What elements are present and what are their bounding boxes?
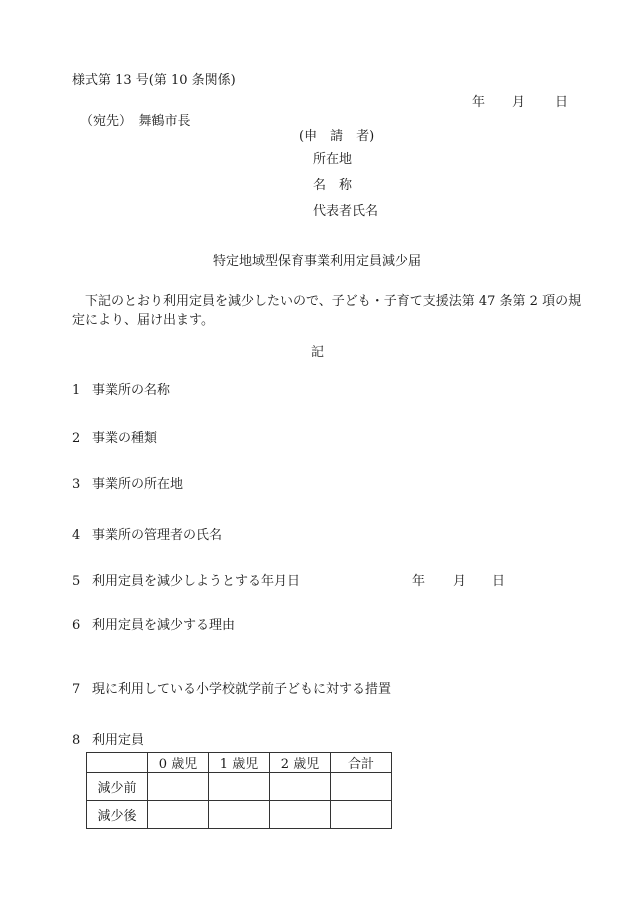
applicant-address-label: 所在地 [313, 152, 353, 167]
item5-month-label: 月 [453, 574, 467, 589]
item-label: 現に利用している小学校就学前子どもに対する措置 [92, 682, 392, 697]
form-number: 様式第 13 号(第 10 条関係) [72, 73, 236, 88]
capacity-header-age1: 1 歳児 [209, 753, 270, 773]
table-row [87, 801, 392, 829]
ki-heading: 記 [311, 345, 325, 360]
item-label: 事業所の管理者の氏名 [92, 528, 223, 543]
item-capacity [72, 733, 144, 749]
capacity-cell-after-total[interactable] [331, 801, 392, 829]
capacity-header-age0: 0 歳児 [148, 753, 209, 773]
capacity-table [86, 752, 392, 829]
capacity-table-header-row [87, 753, 392, 773]
capacity-header-age2: 2 歳児 [270, 753, 331, 773]
item-manager-name [72, 528, 222, 544]
date-year-label: 年 [472, 95, 486, 110]
addressee: （宛先） 舞鶴市長 [80, 114, 191, 129]
capacity-cell-before-age1[interactable] [209, 773, 270, 801]
item5-day-label: 日 [492, 574, 506, 589]
item-business-address [72, 477, 183, 493]
item-label: 利用定員を減少する理由 [92, 618, 236, 633]
row-label-before: 減少前 [87, 773, 148, 801]
applicant-representative-label: 代表者氏名 [313, 204, 379, 219]
item-number: 2 [72, 431, 81, 446]
item-label: 利用定員を減少しようとする年月日 [92, 574, 301, 589]
capacity-cell-after-age2[interactable] [270, 801, 331, 829]
item-business-name [72, 383, 170, 399]
capacity-header-total: 合計 [331, 753, 392, 773]
item-number: 5 [72, 574, 81, 589]
capacity-cell-after-age0[interactable] [148, 801, 209, 829]
capacity-cell-before-age0[interactable] [148, 773, 209, 801]
item-number: 8 [72, 733, 81, 748]
item-label: 利用定員 [92, 733, 145, 748]
item-number: 6 [72, 618, 81, 633]
item-measures-for-children [72, 682, 391, 698]
item-number: 1 [72, 383, 81, 398]
item-label: 事業の種類 [92, 431, 158, 446]
item-label: 事業所の所在地 [92, 477, 184, 492]
item-reduction-date [72, 574, 300, 590]
applicant-heading: (申 請 者) [299, 129, 375, 144]
capacity-cell-after-age1[interactable] [209, 801, 270, 829]
item-number: 3 [72, 477, 81, 492]
document-title: 特定地域型保育事業利用定員減少届 [213, 254, 422, 269]
date-day-label: 日 [555, 95, 569, 110]
date-month-label: 月 [512, 95, 526, 110]
table-row [87, 773, 392, 801]
body-text: 下記のとおり利用定員を減少したいので、子ども・子育て支援法第 47 条第 2 項の規定により、届け出ます。 [72, 294, 582, 328]
capacity-cell-before-total[interactable] [331, 773, 392, 801]
item-number: 4 [72, 528, 81, 543]
item-reduction-reason [72, 618, 235, 634]
item-label: 事業所の名称 [92, 383, 171, 398]
item5-year-label: 年 [412, 574, 426, 589]
item-business-type [72, 431, 157, 447]
row-label-after: 減少後 [87, 801, 148, 829]
applicant-name-label: 名 称 [313, 178, 353, 193]
capacity-header-corner [87, 753, 148, 773]
item-number: 7 [72, 682, 81, 697]
capacity-cell-before-age2[interactable] [270, 773, 331, 801]
